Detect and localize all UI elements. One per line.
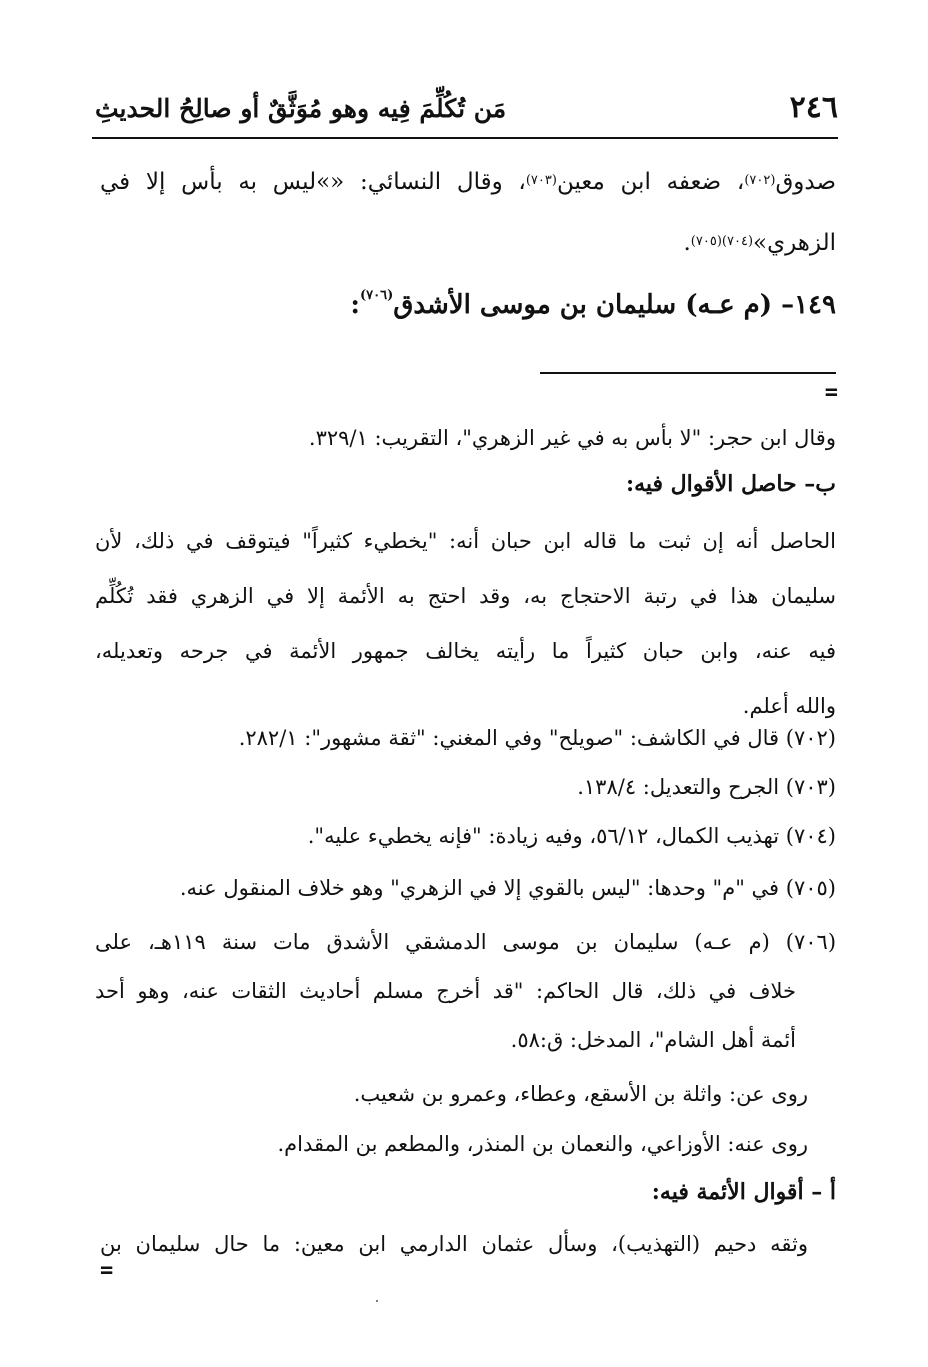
main-paragraph bbox=[100, 152, 836, 274]
entry-heading bbox=[350, 290, 836, 320]
footnote-706-line: (٧٠٦) (م عـه) سليمان بن موسى الدمشقي الأشدق مات سنة ١١٩هـ، على bbox=[95, 930, 837, 954]
footnote-ref[interactable]: (٧٠٣) bbox=[525, 173, 557, 188]
summary-line: الحاصل أنه إن ثبت ما قاله ابن حبان أنه: "يخطيء كثيراً" فيتوقف في ذلك، لأن bbox=[95, 529, 836, 553]
footnote-703: (٧٠٣) الجرح والتعديل: ١٣٨/٤. bbox=[577, 775, 836, 799]
entry-heading-colon: : bbox=[350, 290, 360, 320]
footnote-706-line: خلاف في ذلك، قال الحاكم: "قد أخرج مسلم أحاديث الثقات عنه، وهو أحد bbox=[95, 979, 796, 1003]
summary-line: والله أعلم. bbox=[742, 694, 836, 718]
main-text: ، وقال النسائي: «»ليس به بأس إلا في bbox=[100, 169, 526, 195]
footnote-ref[interactable]: (٧٠٦) bbox=[359, 288, 394, 303]
footnote-ref[interactable]: (٧٠٥) bbox=[690, 234, 722, 249]
main-line-2 bbox=[100, 213, 836, 274]
main-text: صدوق bbox=[775, 169, 836, 195]
narrated-by: روى عنه: الأوزاعي، والنعمان بن المنذر، والمطعم بن المقدام. bbox=[277, 1132, 808, 1156]
main-line-1 bbox=[100, 152, 836, 213]
footnote-706 bbox=[95, 918, 836, 1065]
section-heading-b: ب– حاصل الأقوال فيه: bbox=[625, 471, 836, 497]
page-number: ٢٤٦ bbox=[789, 90, 838, 125]
entry-heading-text: ١٤٩– (م عـه) سليمان بن موسى الأشدق bbox=[393, 290, 836, 320]
last-line bbox=[100, 1222, 808, 1266]
speck bbox=[376, 1300, 378, 1302]
section-heading-a: أ – أقوال الأئمة فيه: bbox=[651, 1179, 836, 1205]
footnote-separator bbox=[540, 372, 836, 374]
narrated-from: روى عن: واثلة بن الأسقع، وعطاء، وعمرو بن شعيب. bbox=[353, 1082, 808, 1106]
page-header bbox=[95, 80, 838, 136]
footnote-706-line: أئمة أهل الشام"، المدخل: ق:٥٨. bbox=[510, 1028, 796, 1052]
continuation-mark: = bbox=[824, 380, 838, 405]
continuation-mark: = bbox=[100, 1258, 114, 1283]
footnote-705: (٧٠٥) في "م" وحدها: "ليس بالقوي إلا في الزهري" وهو خلاف المنقول عنه. bbox=[179, 876, 836, 900]
summary-line: سليمان هذا في رتبة الاحتجاج به، وقد احتج به الأئمة إلا في الزهري فقد تُكُلِّم bbox=[95, 584, 836, 608]
main-text: الزهري» bbox=[753, 230, 836, 256]
main-text: . bbox=[683, 230, 691, 256]
last-line-text: وثقه دحيم (التهذيب)، وسأل عثمان الدارمي ابن معين: ما حال سليمان بن bbox=[100, 1232, 808, 1256]
footnote-ibn-hajar: وقال ابن حجر: "لا بأس به في غير الزهري"، التقريب: ٣٢٩/١. bbox=[308, 426, 836, 450]
footnote-704: (٧٠٤) تهذيب الكمال، ٥٦/١٢، وفيه زيادة: "فإنه يخطيء عليه". bbox=[307, 824, 836, 848]
main-text: ، ضعفه ابن معين bbox=[556, 169, 745, 195]
footnote-702: (٧٠٢) قال في الكاشف: "صويلح" وفي المغني: "ثقة مشهور": ٢٨٢/١. bbox=[238, 726, 836, 750]
running-title: مَن تُكُلِّمَ فِيه وهو مُوَثَّقٌ أو صالِحُ الحديثِ bbox=[95, 94, 507, 123]
footnote-ref[interactable]: (٧٠٤) bbox=[721, 234, 754, 249]
footnote-ref[interactable]: (٧٠٢) bbox=[744, 173, 776, 188]
summary-line: فيه عنه، وابن حبان كثيراً ما رأيته يخالف جمهور الأئمة في جرحه وتعديله، bbox=[95, 639, 836, 663]
header-rule bbox=[92, 137, 838, 139]
summary-paragraph bbox=[95, 514, 836, 734]
